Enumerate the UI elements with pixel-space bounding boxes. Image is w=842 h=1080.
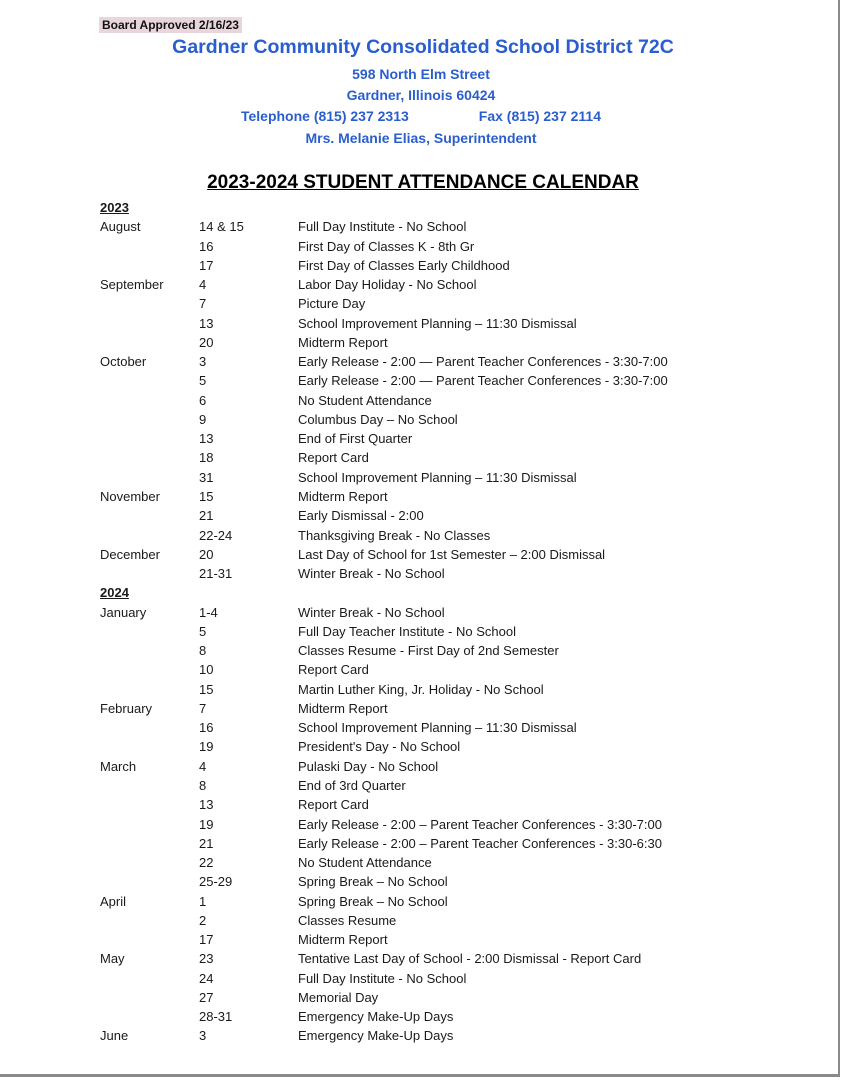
event-description: Report Card bbox=[298, 797, 369, 813]
event-description: Full Day Institute - No School bbox=[298, 970, 467, 986]
month-label: May bbox=[100, 951, 125, 967]
event-description: Midterm Report bbox=[298, 932, 388, 948]
date-label: 21 bbox=[199, 835, 214, 851]
date-label: 7 bbox=[199, 296, 207, 312]
calendar-row bbox=[0, 834, 842, 853]
fax-number: Fax (815) 237 2114 bbox=[478, 108, 602, 124]
calendar-title: 2023-2024 STUDENT ATTENDANCE CALENDAR bbox=[207, 172, 639, 193]
date-label: 16 bbox=[199, 238, 214, 254]
month-label: September bbox=[100, 277, 164, 293]
calendar-row bbox=[0, 1007, 842, 1026]
month-label: August bbox=[100, 219, 141, 235]
date-label: 14 & 15 bbox=[199, 219, 244, 235]
date-label: 5 bbox=[199, 373, 207, 389]
street-address: 598 North Elm Street bbox=[352, 66, 490, 82]
month-label: October bbox=[100, 354, 147, 370]
calendar-row bbox=[0, 237, 842, 256]
event-description: President's Day - No School bbox=[298, 739, 461, 755]
calendar-row bbox=[0, 949, 842, 968]
event-description: Midterm Report bbox=[298, 700, 388, 716]
event-description: No Student Attendance bbox=[298, 855, 432, 871]
date-label: 16 bbox=[199, 720, 214, 736]
date-label: 22-24 bbox=[199, 527, 233, 543]
calendar-row bbox=[0, 603, 842, 622]
event-description: Midterm Report bbox=[298, 488, 388, 504]
date-label: 13 bbox=[199, 315, 214, 331]
calendar-row bbox=[0, 988, 842, 1007]
event-description: Martin Luther King, Jr. Holiday - No School bbox=[298, 681, 544, 697]
date-label: 4 bbox=[199, 758, 207, 774]
date-label: 22 bbox=[199, 855, 214, 871]
event-description: School Improvement Planning – 11:30 Dismissal bbox=[298, 720, 577, 736]
event-description: Thanksgiving Break - No Classes bbox=[298, 527, 491, 543]
calendar-row bbox=[0, 448, 842, 467]
calendar-row bbox=[0, 737, 842, 756]
date-label: 1-4 bbox=[199, 604, 218, 620]
event-description: No Student Attendance bbox=[298, 392, 432, 408]
calendar-row bbox=[0, 526, 842, 545]
event-description: Memorial Day bbox=[298, 989, 379, 1005]
year-heading-row bbox=[0, 583, 842, 602]
calendar-row bbox=[0, 892, 842, 911]
date-label: 21 bbox=[199, 508, 214, 524]
calendar-row bbox=[0, 314, 842, 333]
board-approved-note: Board Approved 2/16/23 bbox=[99, 17, 242, 33]
event-description: Winter Break - No School bbox=[298, 566, 445, 582]
year-heading: 2023 bbox=[100, 200, 129, 215]
calendar-row bbox=[0, 217, 842, 236]
event-description: Full Day Institute - No School bbox=[298, 219, 467, 235]
calendar-row bbox=[0, 294, 842, 313]
calendar-row bbox=[0, 622, 842, 641]
date-label: 28-31 bbox=[199, 1009, 233, 1025]
date-label: 20 bbox=[199, 334, 214, 350]
date-label: 18 bbox=[199, 450, 214, 466]
event-description: Early Release - 2:00 – Parent Teacher Conferences - 3:30-6:30 bbox=[298, 835, 662, 851]
event-description: Early Dismissal - 2:00 bbox=[298, 508, 424, 524]
month-label: November bbox=[100, 488, 160, 504]
date-label: 10 bbox=[199, 662, 214, 678]
telephone-number: Telephone (815) 237 2313 bbox=[240, 108, 409, 124]
calendar-row bbox=[0, 429, 842, 448]
event-description: Last Day of School for 1st Semester – 2:00 Dismissal bbox=[298, 546, 606, 562]
date-label: 15 bbox=[199, 681, 214, 697]
date-label: 6 bbox=[199, 392, 207, 408]
event-description: Pulaski Day - No School bbox=[298, 758, 439, 774]
date-label: 5 bbox=[199, 623, 207, 639]
calendar-row bbox=[0, 333, 842, 352]
event-description: Labor Day Holiday - No School bbox=[298, 277, 477, 293]
event-description: Full Day Teacher Institute - No School bbox=[298, 623, 516, 639]
event-description: Spring Break – No School bbox=[298, 893, 448, 909]
event-description: Early Release - 2:00 – Parent Teacher Conferences - 3:30-7:00 bbox=[298, 816, 662, 832]
contact-row bbox=[0, 108, 842, 124]
event-description: Emergency Make-Up Days bbox=[298, 1028, 454, 1044]
event-description: Picture Day bbox=[298, 296, 366, 312]
event-description: First Day of Classes Early Childhood bbox=[298, 257, 510, 273]
event-description: Tentative Last Day of School - 2:00 Dismissal - Report Card bbox=[298, 951, 642, 967]
date-label: 3 bbox=[199, 354, 207, 370]
calendar-row bbox=[0, 872, 842, 891]
city-address: Gardner, Illinois 60424 bbox=[346, 87, 496, 103]
month-label: February bbox=[100, 700, 153, 716]
event-description: End of 3rd Quarter bbox=[298, 777, 406, 793]
month-label: June bbox=[100, 1028, 129, 1044]
calendar-row bbox=[0, 506, 842, 525]
event-description: School Improvement Planning – 11:30 Dismissal bbox=[298, 315, 577, 331]
calendar-row bbox=[0, 699, 842, 718]
calendar-row bbox=[0, 853, 842, 872]
date-label: 7 bbox=[199, 700, 207, 716]
date-label: 1 bbox=[199, 893, 207, 909]
date-label: 9 bbox=[199, 411, 207, 427]
date-label: 19 bbox=[199, 739, 214, 755]
date-label: 25-29 bbox=[199, 874, 233, 890]
calendar-row bbox=[0, 911, 842, 930]
calendar-row bbox=[0, 468, 842, 487]
event-description: End of First Quarter bbox=[298, 431, 413, 447]
event-description: Report Card bbox=[298, 450, 369, 466]
date-label: 13 bbox=[199, 797, 214, 813]
calendar-row bbox=[0, 1026, 842, 1045]
superintendent-name: Mrs. Melanie Elias, Superintendent bbox=[305, 130, 537, 146]
date-label: 17 bbox=[199, 257, 214, 273]
event-description: Spring Break – No School bbox=[298, 874, 448, 890]
event-description: Winter Break - No School bbox=[298, 604, 445, 620]
calendar-row bbox=[0, 930, 842, 949]
event-description: Columbus Day – No School bbox=[298, 411, 458, 427]
calendar-row bbox=[0, 545, 842, 564]
event-description: Emergency Make-Up Days bbox=[298, 1009, 454, 1025]
calendar-row bbox=[0, 641, 842, 660]
event-description: Classes Resume bbox=[298, 912, 397, 928]
date-label: 31 bbox=[199, 469, 214, 485]
calendar-row bbox=[0, 371, 842, 390]
calendar-row bbox=[0, 757, 842, 776]
calendar-row bbox=[0, 680, 842, 699]
date-label: 20 bbox=[199, 546, 214, 562]
calendar-list bbox=[0, 198, 842, 1046]
month-label: December bbox=[100, 546, 160, 562]
event-description: Report Card bbox=[298, 662, 369, 678]
date-label: 8 bbox=[199, 643, 207, 659]
date-label: 4 bbox=[199, 277, 207, 293]
calendar-row bbox=[0, 275, 842, 294]
date-label: 8 bbox=[199, 777, 207, 793]
year-heading-row bbox=[0, 198, 842, 217]
event-description: Early Release - 2:00 — Parent Teacher Conferences - 3:30-7:00 bbox=[298, 373, 668, 389]
month-label: January bbox=[100, 604, 147, 620]
date-label: 15 bbox=[199, 488, 214, 504]
date-label: 17 bbox=[199, 932, 214, 948]
calendar-row bbox=[0, 795, 842, 814]
calendar-row bbox=[0, 660, 842, 679]
district-name: Gardner Community Consolidated School District 72C bbox=[172, 36, 674, 58]
calendar-row bbox=[0, 256, 842, 275]
date-label: 24 bbox=[199, 970, 214, 986]
calendar-row bbox=[0, 718, 842, 737]
event-description: Midterm Report bbox=[298, 334, 388, 350]
date-label: 3 bbox=[199, 1028, 207, 1044]
event-description: First Day of Classes K - 8th Gr bbox=[298, 238, 475, 254]
date-label: 23 bbox=[199, 951, 214, 967]
event-description: School Improvement Planning – 11:30 Dismissal bbox=[298, 469, 577, 485]
calendar-row bbox=[0, 391, 842, 410]
calendar-row bbox=[0, 564, 842, 583]
date-label: 21-31 bbox=[199, 566, 233, 582]
year-heading: 2024 bbox=[100, 585, 129, 601]
month-label: March bbox=[100, 758, 137, 774]
date-label: 13 bbox=[199, 431, 214, 447]
date-label: 19 bbox=[199, 816, 214, 832]
calendar-row bbox=[0, 487, 842, 506]
calendar-row bbox=[0, 776, 842, 795]
date-label: 2 bbox=[199, 912, 207, 928]
calendar-row bbox=[0, 410, 842, 429]
date-label: 27 bbox=[199, 989, 214, 1005]
event-description: Early Release - 2:00 — Parent Teacher Conferences - 3:30-7:00 bbox=[298, 354, 668, 370]
calendar-row bbox=[0, 815, 842, 834]
calendar-row bbox=[0, 969, 842, 988]
month-label: April bbox=[100, 893, 127, 909]
calendar-row bbox=[0, 352, 842, 371]
event-description: Classes Resume - First Day of 2nd Semester bbox=[298, 643, 559, 659]
